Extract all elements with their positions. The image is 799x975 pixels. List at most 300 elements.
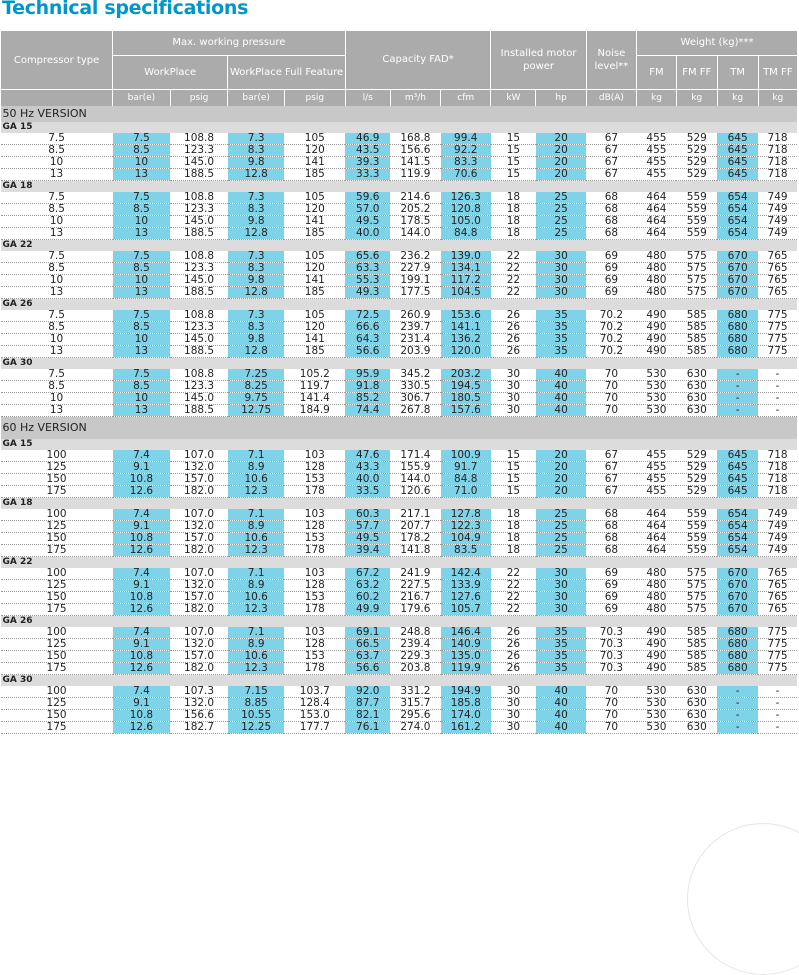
- table-cell: 119.9: [441, 663, 491, 675]
- table-cell: 10.8: [113, 592, 171, 604]
- row-type-cell: 100: [1, 450, 113, 462]
- table-cell: 145.0: [170, 275, 228, 287]
- table-cell: 575: [676, 568, 717, 580]
- table-cell: 205.2: [390, 204, 440, 216]
- model-row: [1, 616, 798, 628]
- table-cell: 775: [758, 663, 797, 675]
- table-cell: 10.8: [113, 710, 171, 722]
- row-type-cell: 8.5: [1, 381, 113, 393]
- table-cell: 141.5: [390, 157, 440, 169]
- table-cell: 530: [637, 686, 677, 698]
- table-row: [1, 393, 798, 405]
- table-cell: 749: [758, 228, 797, 240]
- table-cell: 12.8: [228, 169, 285, 181]
- row-type-cell: 10: [1, 157, 113, 169]
- table-cell: 490: [637, 346, 677, 358]
- table-cell: 25: [536, 521, 586, 533]
- table-cell: 7.1: [228, 450, 285, 462]
- table-cell: 7.5: [113, 192, 171, 204]
- row-type-cell: 10: [1, 393, 113, 405]
- table-cell: 529: [676, 145, 717, 157]
- table-cell: 7.25: [228, 369, 285, 381]
- table-cell: 35: [536, 310, 586, 322]
- header-workplace: WorkPlace: [113, 56, 228, 90]
- table-cell: 30: [536, 592, 586, 604]
- table-cell: 9.8: [228, 157, 285, 169]
- table-cell: 8.5: [113, 322, 171, 334]
- table-cell: 35: [536, 627, 586, 639]
- table-cell: 455: [637, 474, 677, 486]
- table-cell: 680: [717, 322, 758, 334]
- table-cell: 20: [536, 462, 586, 474]
- table-row: [1, 509, 798, 521]
- table-cell: 490: [637, 322, 677, 334]
- table-cell: 9.1: [113, 521, 171, 533]
- table-cell: 108.8: [170, 133, 228, 145]
- table-cell: 33.3: [345, 169, 390, 181]
- header-capacity: Capacity FAD*: [345, 31, 491, 90]
- table-cell: 26: [491, 346, 536, 358]
- table-cell: 480: [637, 275, 677, 287]
- table-cell: 10.6: [228, 592, 285, 604]
- table-cell: 15: [491, 157, 536, 169]
- table-cell: 670: [717, 568, 758, 580]
- table-cell: 239.7: [390, 322, 440, 334]
- row-type-cell: 125: [1, 462, 113, 474]
- table-cell: 12.6: [113, 486, 171, 498]
- table-cell: 8.3: [228, 322, 285, 334]
- table-cell: 64.3: [345, 334, 390, 346]
- table-cell: 9.8: [228, 216, 285, 228]
- table-cell: 12.6: [113, 545, 171, 557]
- table-cell: 153.0: [284, 710, 345, 722]
- table-cell: 177.5: [390, 287, 440, 299]
- table-cell: 72.5: [345, 310, 390, 322]
- table-cell: 30: [536, 287, 586, 299]
- table-cell: 630: [676, 698, 717, 710]
- table-cell: 575: [676, 580, 717, 592]
- table-cell: 141: [284, 216, 345, 228]
- table-cell: 22: [491, 275, 536, 287]
- table-cell: 185: [284, 169, 345, 181]
- table-cell: 70: [586, 686, 636, 698]
- table-cell: 178.2: [390, 533, 440, 545]
- table-cell: 60.2: [345, 592, 390, 604]
- table-cell: 30: [536, 604, 586, 616]
- table-cell: 455: [637, 450, 677, 462]
- table-cell: 26: [491, 651, 536, 663]
- table-cell: 46.9: [345, 133, 390, 145]
- table-row: [1, 405, 798, 417]
- row-type-cell: 175: [1, 545, 113, 557]
- table-cell: 40: [536, 393, 586, 405]
- row-type-cell: 13: [1, 405, 113, 417]
- table-cell: 227.9: [390, 263, 440, 275]
- table-cell: 630: [676, 393, 717, 405]
- table-cell: 177.7: [284, 722, 345, 734]
- table-cell: 559: [676, 204, 717, 216]
- table-cell: 120.6: [390, 486, 440, 498]
- table-cell: 30: [491, 381, 536, 393]
- row-type-cell: 175: [1, 604, 113, 616]
- row-type-cell: 150: [1, 710, 113, 722]
- table-cell: 178.5: [390, 216, 440, 228]
- table-cell: 179.6: [390, 604, 440, 616]
- row-type-cell: 100: [1, 568, 113, 580]
- table-cell: 105: [284, 310, 345, 322]
- table-cell: 585: [676, 627, 717, 639]
- table-cell: 20: [536, 169, 586, 181]
- table-cell: 145.0: [170, 157, 228, 169]
- table-cell: 670: [717, 604, 758, 616]
- table-cell: 30: [536, 263, 586, 275]
- table-cell: 91.8: [345, 381, 390, 393]
- table-cell: 40.0: [345, 228, 390, 240]
- table-cell: 585: [676, 310, 717, 322]
- table-cell: 56.6: [345, 346, 390, 358]
- table-cell: 127.6: [441, 592, 491, 604]
- table-cell: 530: [637, 698, 677, 710]
- table-cell: 7.1: [228, 627, 285, 639]
- table-cell: 67: [586, 486, 636, 498]
- table-cell: 775: [758, 310, 797, 322]
- table-cell: 9.8: [228, 334, 285, 346]
- unit-label: l/s: [345, 90, 390, 107]
- table-cell: 25: [536, 192, 586, 204]
- table-cell: 180.5: [441, 393, 491, 405]
- table-cell: 85.2: [345, 393, 390, 405]
- unit-label: hp: [536, 90, 586, 107]
- table-cell: 749: [758, 521, 797, 533]
- table-cell: 18: [491, 533, 536, 545]
- table-cell: 142.4: [441, 568, 491, 580]
- table-cell: 775: [758, 627, 797, 639]
- table-row: [1, 592, 798, 604]
- table-cell: 71.0: [441, 486, 491, 498]
- table-cell: 35: [536, 663, 586, 675]
- table-cell: 274.0: [390, 722, 440, 734]
- table-cell: 559: [676, 216, 717, 228]
- table-cell: 765: [758, 604, 797, 616]
- table-cell: 70: [586, 405, 636, 417]
- table-cell: 141: [284, 157, 345, 169]
- model-row: [1, 299, 798, 311]
- table-cell: 529: [676, 133, 717, 145]
- table-cell: 26: [491, 663, 536, 675]
- table-row: [1, 450, 798, 462]
- table-cell: 182.0: [170, 545, 228, 557]
- table-cell: 194.5: [441, 381, 491, 393]
- table-cell: 464: [637, 192, 677, 204]
- table-cell: 18: [491, 192, 536, 204]
- table-cell: 455: [637, 169, 677, 181]
- table-cell: 12.75: [228, 405, 285, 417]
- table-cell: 105: [284, 251, 345, 263]
- table-cell: 630: [676, 722, 717, 734]
- table-cell: 680: [717, 346, 758, 358]
- unit-label: bar(e): [113, 90, 171, 107]
- table-cell: 156.6: [170, 710, 228, 722]
- table-cell: 168.8: [390, 133, 440, 145]
- table-cell: 12.8: [228, 287, 285, 299]
- table-cell: 69: [586, 251, 636, 263]
- table-cell: 25: [536, 228, 586, 240]
- table-cell: 68: [586, 521, 636, 533]
- table-cell: 15: [491, 145, 536, 157]
- table-cell: 8.9: [228, 639, 285, 651]
- table-cell: 145.0: [170, 334, 228, 346]
- table-cell: 718: [758, 450, 797, 462]
- table-cell: 22: [491, 287, 536, 299]
- table-cell: 123.3: [170, 322, 228, 334]
- table-cell: 585: [676, 663, 717, 675]
- table-cell: 480: [637, 568, 677, 580]
- table-cell: 30: [491, 369, 536, 381]
- table-cell: 480: [637, 592, 677, 604]
- row-type-cell: 10: [1, 334, 113, 346]
- table-cell: 18: [491, 521, 536, 533]
- table-cell: 10: [113, 393, 171, 405]
- table-cell: 153: [284, 592, 345, 604]
- table-cell: 47.6: [345, 450, 390, 462]
- table-row: [1, 216, 798, 228]
- table-cell: 654: [717, 509, 758, 521]
- table-cell: 103: [284, 509, 345, 521]
- table-cell: 529: [676, 157, 717, 169]
- table-cell: 25: [536, 204, 586, 216]
- units-row: [1, 90, 798, 107]
- table-cell: 92.2: [441, 145, 491, 157]
- table-cell: 9.8: [228, 275, 285, 287]
- row-type-cell: 10: [1, 216, 113, 228]
- table-cell: 70: [586, 698, 636, 710]
- table-cell: 43.5: [345, 145, 390, 157]
- table-cell: 7.1: [228, 568, 285, 580]
- table-cell: 132.0: [170, 580, 228, 592]
- table-cell: 95.9: [345, 369, 390, 381]
- table-cell: 575: [676, 251, 717, 263]
- table-cell: 39.4: [345, 545, 390, 557]
- table-cell: 7.4: [113, 686, 171, 698]
- table-row: [1, 521, 798, 533]
- table-cell: 13: [113, 346, 171, 358]
- table-cell: 141: [284, 275, 345, 287]
- table-cell: 70: [586, 369, 636, 381]
- table-cell: 7.4: [113, 568, 171, 580]
- table-cell: 120.8: [441, 204, 491, 216]
- table-cell: 718: [758, 474, 797, 486]
- table-cell: 56.6: [345, 663, 390, 675]
- table-cell: 15: [491, 169, 536, 181]
- table-cell: 25: [536, 509, 586, 521]
- table-cell: 68: [586, 533, 636, 545]
- table-cell: 35: [536, 651, 586, 663]
- table-cell: 718: [758, 145, 797, 157]
- table-cell: 178: [284, 604, 345, 616]
- table-cell: 120: [284, 204, 345, 216]
- table-cell: 67: [586, 474, 636, 486]
- table-cell: 7.4: [113, 450, 171, 462]
- table-cell: 83.3: [441, 157, 491, 169]
- table-cell: 133.9: [441, 580, 491, 592]
- table-cell: 67: [586, 169, 636, 181]
- table-cell: 104.9: [441, 533, 491, 545]
- table-cell: 26: [491, 334, 536, 346]
- table-cell: 69: [586, 287, 636, 299]
- table-cell: 57.0: [345, 204, 390, 216]
- table-cell: 236.2: [390, 251, 440, 263]
- table-cell: 134.1: [441, 263, 491, 275]
- table-cell: 182.0: [170, 663, 228, 675]
- table-cell: 12.3: [228, 604, 285, 616]
- table-cell: 105.0: [441, 216, 491, 228]
- header-noise: Noise level**: [586, 31, 636, 90]
- header-fm-ff: FM FF: [676, 56, 717, 90]
- table-cell: 775: [758, 651, 797, 663]
- table-cell: 141.8: [390, 545, 440, 557]
- table-cell: 464: [637, 216, 677, 228]
- table-cell: 9.1: [113, 580, 171, 592]
- table-row: [1, 310, 798, 322]
- table-cell: 630: [676, 710, 717, 722]
- table-cell: 22: [491, 580, 536, 592]
- table-cell: 680: [717, 310, 758, 322]
- table-cell: 30: [536, 251, 586, 263]
- table-cell: 84.8: [441, 474, 491, 486]
- table-cell: 645: [717, 474, 758, 486]
- table-cell: 530: [637, 405, 677, 417]
- table-cell: 12.6: [113, 604, 171, 616]
- table-cell: 49.3: [345, 287, 390, 299]
- table-cell: 30: [536, 275, 586, 287]
- table-cell: 123.3: [170, 204, 228, 216]
- table-cell: 464: [637, 228, 677, 240]
- table-cell: 67: [586, 145, 636, 157]
- table-cell: 135.0: [441, 651, 491, 663]
- table-cell: 670: [717, 263, 758, 275]
- table-cell: 59.6: [345, 192, 390, 204]
- table-cell: 69: [586, 604, 636, 616]
- table-cell: 480: [637, 287, 677, 299]
- row-type-cell: 150: [1, 651, 113, 663]
- row-type-cell: 8.5: [1, 322, 113, 334]
- table-row: [1, 651, 798, 663]
- table-cell: 7.3: [228, 251, 285, 263]
- table-cell: 30: [536, 580, 586, 592]
- table-cell: 749: [758, 216, 797, 228]
- table-cell: 680: [717, 639, 758, 651]
- table-cell: 718: [758, 486, 797, 498]
- table-cell: 68: [586, 204, 636, 216]
- table-row: [1, 251, 798, 263]
- table-cell: 12.3: [228, 663, 285, 675]
- table-cell: 680: [717, 651, 758, 663]
- table-cell: -: [758, 698, 797, 710]
- table-cell: 103: [284, 568, 345, 580]
- table-row: [1, 486, 798, 498]
- table-cell: 128: [284, 639, 345, 651]
- table-cell: 775: [758, 639, 797, 651]
- table-cell: 84.8: [441, 228, 491, 240]
- table-cell: 70: [586, 381, 636, 393]
- model-row: [1, 557, 798, 569]
- table-cell: 8.3: [228, 204, 285, 216]
- table-cell: 10.6: [228, 533, 285, 545]
- table-cell: 49.5: [345, 533, 390, 545]
- table-cell: 654: [717, 545, 758, 557]
- table-cell: 157.0: [170, 592, 228, 604]
- table-cell: 765: [758, 592, 797, 604]
- table-cell: 105: [284, 133, 345, 145]
- table-cell: 69: [586, 275, 636, 287]
- table-cell: 40: [536, 698, 586, 710]
- table-cell: 630: [676, 369, 717, 381]
- table-cell: 8.5: [113, 204, 171, 216]
- table-row: [1, 533, 798, 545]
- table-cell: -: [758, 710, 797, 722]
- table-cell: 13: [113, 287, 171, 299]
- row-type-cell: 13: [1, 346, 113, 358]
- table-cell: 765: [758, 275, 797, 287]
- table-cell: 8.9: [228, 462, 285, 474]
- table-cell: 7.4: [113, 509, 171, 521]
- table-row: [1, 263, 798, 275]
- table-cell: 100.9: [441, 450, 491, 462]
- table-cell: 231.4: [390, 334, 440, 346]
- table-row: [1, 169, 798, 181]
- table-cell: 530: [637, 710, 677, 722]
- table-cell: 775: [758, 346, 797, 358]
- table-cell: 136.2: [441, 334, 491, 346]
- table-cell: 645: [717, 169, 758, 181]
- table-cell: 18: [491, 228, 536, 240]
- version-label: 50 Hz VERSION: [1, 106, 798, 122]
- table-cell: 128.4: [284, 698, 345, 710]
- row-type-cell: 150: [1, 474, 113, 486]
- table-row: [1, 663, 798, 675]
- table-cell: 178: [284, 545, 345, 557]
- table-cell: 295.6: [390, 710, 440, 722]
- table-cell: 66.5: [345, 639, 390, 651]
- table-cell: 749: [758, 533, 797, 545]
- table-cell: 139.0: [441, 251, 491, 263]
- table-cell: 76.1: [345, 722, 390, 734]
- table-cell: 103: [284, 450, 345, 462]
- table-cell: 153: [284, 474, 345, 486]
- row-type-cell: 125: [1, 698, 113, 710]
- table-cell: 20: [536, 133, 586, 145]
- table-cell: 559: [676, 533, 717, 545]
- unit-label: kg: [676, 90, 717, 107]
- table-cell: 585: [676, 322, 717, 334]
- row-type-cell: 150: [1, 592, 113, 604]
- model-row: [1, 498, 798, 510]
- table-cell: 155.9: [390, 462, 440, 474]
- units-blank: [1, 90, 113, 107]
- table-row: [1, 145, 798, 157]
- table-cell: 26: [491, 639, 536, 651]
- unit-label: psig: [170, 90, 228, 107]
- table-cell: 123.3: [170, 263, 228, 275]
- header-tm-ff: TM FF: [758, 56, 797, 90]
- table-cell: 9.75: [228, 393, 285, 405]
- table-cell: 8.5: [113, 263, 171, 275]
- row-type-cell: 125: [1, 521, 113, 533]
- table-cell: 559: [676, 192, 717, 204]
- table-cell: -: [717, 710, 758, 722]
- table-cell: 119.9: [390, 169, 440, 181]
- table-cell: 70.2: [586, 346, 636, 358]
